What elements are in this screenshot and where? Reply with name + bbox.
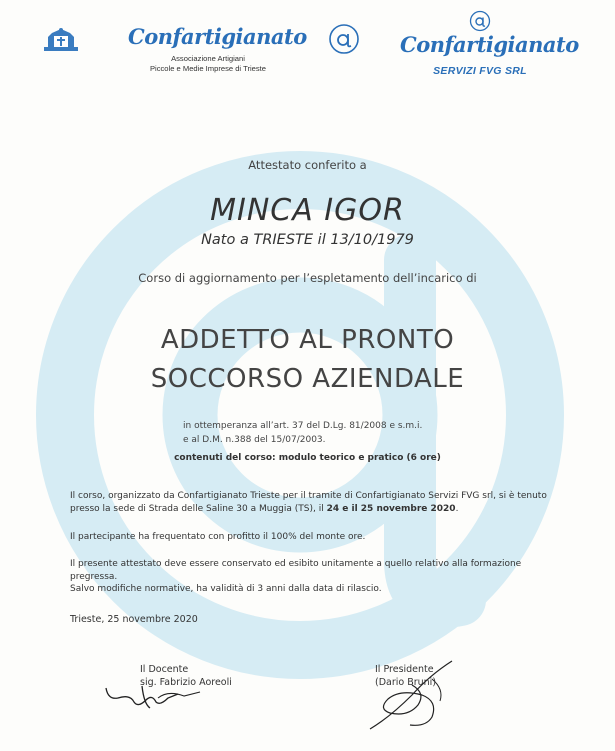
role-title-line1: ADDETTO AL PRONTO xyxy=(160,325,455,355)
course-dates: 24 e il 25 novembre 2020 xyxy=(326,503,456,514)
course-location-text: Il corso, organizzato da Confartigianato Trieste per il tramite di Confartigianato Servizi FVG srl, si è tenuto presso la sede di Strada delle Saline 30 a Muggia (TS), il xyxy=(70,491,547,514)
legal-reference xyxy=(183,419,422,447)
brand-subtitle-line1: Associazione Artigiani xyxy=(171,54,245,63)
brand-subtitle-line2: Piccole e Medie Imprese di Trieste xyxy=(149,64,267,73)
course-location-end: . xyxy=(455,503,459,514)
docente-block xyxy=(140,663,232,689)
validity-line2: Salvo modifiche normative, ha validità di 3 anni dalla data di rilascio. xyxy=(70,584,382,594)
presidente-label: Il Presidente xyxy=(375,664,434,675)
at-symbol-icon xyxy=(328,23,360,55)
confartigianato-trieste-logo xyxy=(128,24,307,74)
recipient-name: MINCA IGOR xyxy=(210,193,405,228)
brand-name-left: Confartigianato xyxy=(128,24,307,49)
legal-reference-line1: in ottemperanza all’art. 37 del D.Lg. 81/2008 e s.m.i. xyxy=(183,421,423,431)
trieste-crest-icon xyxy=(40,27,82,53)
validity-paragraph xyxy=(70,558,560,596)
attendance-paragraph: Il partecipante ha frequentato con profitto il 100% del monte ore. xyxy=(70,532,366,542)
presidente-block xyxy=(375,663,436,689)
legal-reference-line2: e al D.M. n.388 del 15/07/2003. xyxy=(183,435,326,445)
confartigianato-servizi-logo xyxy=(400,10,579,78)
brand-subtitle-right: SERVIZI FVG SRL xyxy=(433,65,527,77)
presidente-name: (Dario Bruni) xyxy=(375,677,437,688)
course-location-paragraph xyxy=(70,490,560,515)
course-description: Corso di aggiornamento per l’espletamento dell’incarico di xyxy=(138,271,477,285)
docente-label: Il Docente xyxy=(140,664,189,675)
birth-info: Nato a TRIESTE il 13/10/1979 xyxy=(201,232,414,248)
issue-date: Trieste, 25 novembre 2020 xyxy=(70,614,198,625)
at-symbol-small-icon xyxy=(469,10,491,32)
course-contents: contenuti del corso: modulo teorico e pratico (6 ore) xyxy=(174,453,441,463)
validity-line1: Il presente attestato deve essere conservato ed esibito unitamente a quello relativo alla formazione pregressa. xyxy=(70,559,522,582)
role-title-line2: SOCCORSO AZIENDALE xyxy=(150,364,465,394)
attestato-heading: Attestato conferito a xyxy=(248,158,367,172)
brand-name-right: Confartigianato xyxy=(400,32,579,57)
docente-name: sig. Fabrizio Aoreoli xyxy=(140,677,232,688)
